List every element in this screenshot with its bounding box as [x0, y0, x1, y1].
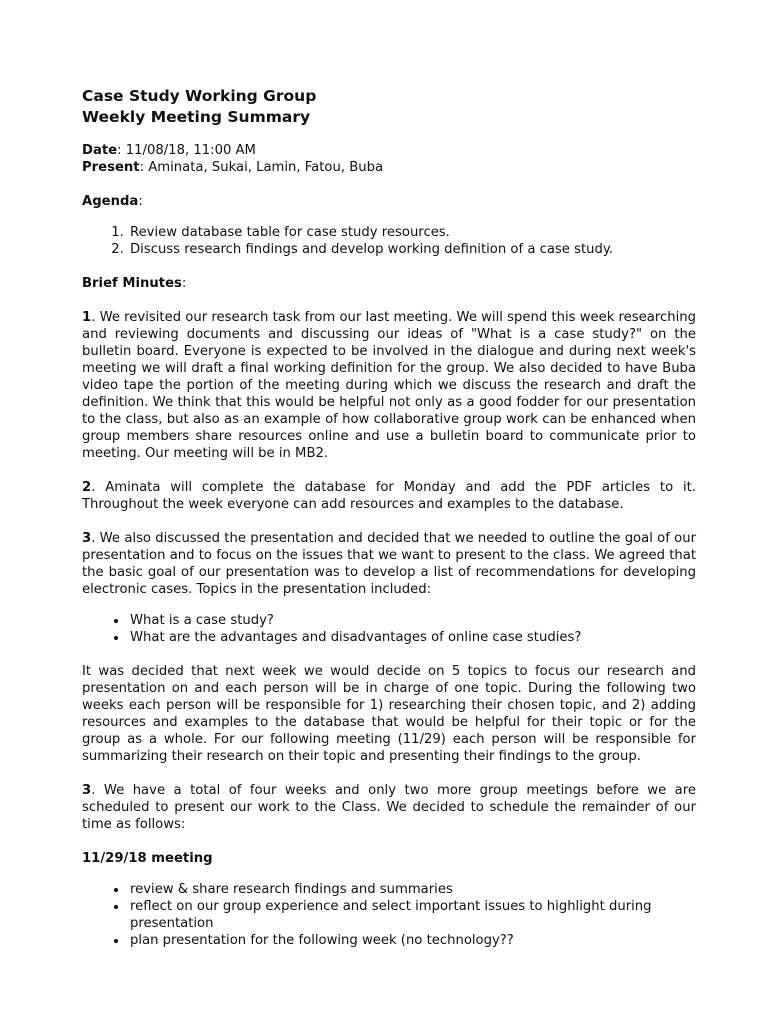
minutes-paragraph-2: [82, 479, 696, 513]
present-label: Present: [82, 160, 140, 175]
minutes-paragraph-1: [82, 309, 696, 462]
meeting-heading: 11/29/18 meeting: [82, 851, 213, 866]
paragraph-number: 3: [82, 783, 92, 798]
document-content: [82, 86, 696, 949]
agenda-heading: [82, 193, 696, 210]
agenda-colon: :: [138, 194, 143, 209]
minutes-paragraph-4: [82, 663, 696, 765]
meeting-meta: [82, 142, 696, 176]
topic-item: • What is a case study?: [128, 612, 696, 629]
paragraph-text: It was decided that next week we would decide on 5 topics to focus our research and presentation on and each person will be in charge of one topic. During the following two weeks each person will be responsible for 1) researching their chosen topic, and 2) adding resources and examples to the database that would be helpful for their topic or for the group as a whole. For our following meeting (11/29) each person will be responsible for summarizing their research on their topic and presenting their findings to the group.: [82, 664, 696, 764]
title-line-1: Case Study Working Group: [82, 87, 317, 105]
paragraph-number: 3: [82, 531, 92, 546]
agenda-item: 1. Review database table for case study resources.: [128, 224, 696, 241]
meeting-item: • plan presentation for the following week (no technology??: [128, 932, 696, 949]
agenda-list: [82, 224, 696, 258]
paragraph-text: . We have a total of four weeks and only two more group meetings before we are scheduled to present our work to the Class. We decided to schedule the remainder of our time as follows:: [82, 783, 696, 832]
date-line: [82, 142, 696, 159]
topics-list: [82, 612, 696, 646]
paragraph-text: . We also discussed the presentation and decided that we needed to outline the goal of our presentation and to focus on the issues that we want to present to the class. We agreed that the basic goal of our presentation was to develop a list of recommendations for developing electronic cases. Topics in the presentation included:: [82, 531, 696, 597]
document-title: [82, 86, 696, 128]
meeting-item: • review & share research findings and summaries: [128, 881, 696, 898]
minutes-paragraph-5: [82, 782, 696, 833]
topic-item: • What are the advantages and disadvantages of online case studies?: [128, 629, 696, 646]
title-line-2: Weekly Meeting Summary: [82, 108, 311, 126]
paragraph-text: . We revisited our research task from our last meeting. We will spend this week researching and reviewing documents and discussing our ideas of "What is a case study?" on the bulletin board. Everyone is expected to be involved in the dialogue and during next week's meeting we will draft a final working definition for the group. We also decided to have Buba video tape the portion of the meeting during which we discuss the research and draft the definition. We think that this would be helpful not only as a good fodder for our presentation to the class, but also as an example of how collaborative group work can be enhanced when group members share resources online and use a bulletin board to communicate prior to meeting. Our meeting will be in MB2.: [82, 310, 696, 461]
paragraph-number: 1: [82, 310, 92, 325]
date-value: : 11/08/18, 11:00 AM: [117, 143, 256, 158]
paragraph-text: . Aminata will complete the database for Monday and add the PDF articles to it. Throughout the week everyone can add resources and examples to the database.: [82, 480, 696, 512]
minutes-heading: [82, 275, 696, 292]
present-value: : Aminata, Sukai, Lamin, Fatou, Buba: [139, 160, 384, 175]
paragraph-number: 2: [82, 480, 92, 495]
agenda-label: Agenda: [82, 194, 139, 209]
meeting-list: [82, 881, 696, 949]
date-label: Date: [82, 143, 118, 158]
present-line: [82, 159, 696, 176]
minutes-colon: :: [181, 276, 187, 291]
minutes-paragraph-3: [82, 530, 696, 598]
meeting-item: • reflect on our group experience and select important issues to highlight during presentation: [128, 898, 696, 932]
agenda-item: 2. Discuss research findings and develop working definition of a case study.: [128, 241, 696, 258]
minutes-label: Brief Minutes: [82, 276, 182, 291]
